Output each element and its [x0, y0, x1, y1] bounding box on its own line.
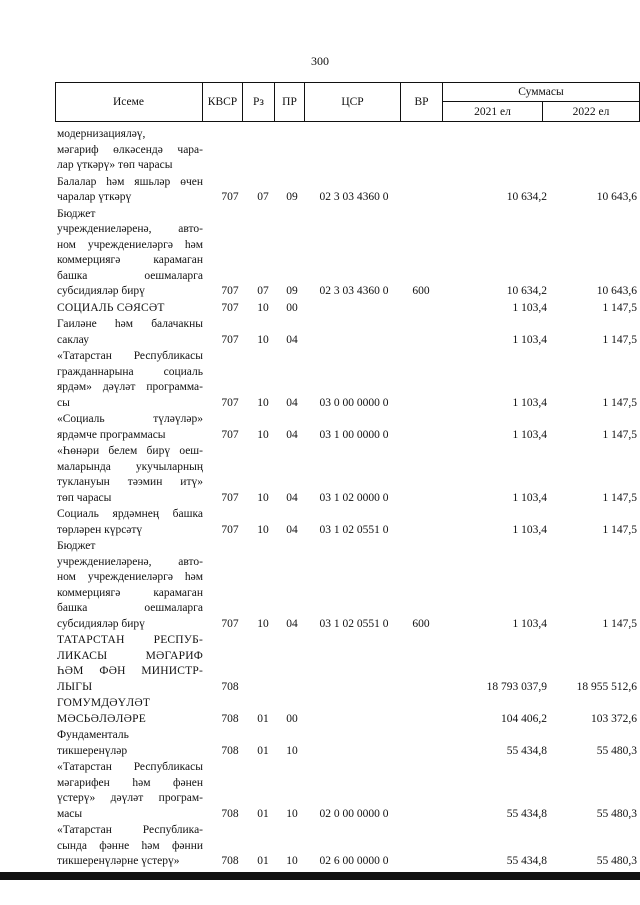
- pr-cell: 09: [286, 191, 298, 203]
- row-name-line: мәгариф өлкәсендә чара-: [57, 143, 203, 156]
- pr-cell: 04: [286, 333, 298, 346]
- row-name: [57, 207, 203, 300]
- kvsr-cell: 707: [221, 617, 239, 630]
- rz-cell: 10: [257, 617, 269, 630]
- rz-cell: 10: [257, 428, 269, 441]
- row-name-line: төп чарасы: [57, 491, 112, 504]
- csr-cell: 03 1 02 0000 0: [319, 491, 389, 504]
- row-name-line: «Татарстан Республикасы: [57, 350, 203, 362]
- pr-cell: 09: [286, 285, 298, 297]
- header-vr: ВР: [401, 82, 443, 122]
- sum-2022-cell: 55 480,3: [596, 744, 637, 757]
- row-name-line: ном учреждениеләргә һәм: [57, 238, 203, 251]
- row-name-line: мәгарифен һәм фәнен: [57, 776, 203, 789]
- row-name-line: ном учреждениеләргә һәм: [57, 571, 203, 583]
- sum-2021-cell: 18 793 037,9: [486, 680, 547, 693]
- header-year-2021: 2021 ел: [443, 102, 543, 122]
- row-name-line: Фундаменталь: [57, 729, 129, 741]
- row-name-line: субсидияләр бирү: [57, 285, 145, 297]
- pr-cell: 04: [286, 428, 298, 441]
- table-header: [55, 82, 640, 122]
- row-name-line: ярдәмче программасы: [57, 428, 166, 441]
- sum-2021-cell: 1 103,4: [512, 523, 547, 536]
- pr-cell: 10: [286, 807, 298, 820]
- table-row: [55, 728, 640, 759]
- row-name: [57, 444, 203, 506]
- row-name-line: масы: [57, 807, 83, 820]
- table-row: [55, 207, 640, 300]
- kvsr-cell: 707: [221, 428, 239, 441]
- table-row: [55, 444, 640, 506]
- pr-cell: 00: [286, 712, 298, 725]
- row-name-line: сы: [57, 396, 70, 409]
- row-name-line: коммерциягә карамаган: [57, 254, 203, 266]
- table-row: [55, 301, 640, 317]
- table-row: [55, 823, 640, 870]
- rz-cell: 01: [257, 712, 269, 725]
- rz-cell: 01: [257, 807, 269, 820]
- row-name: [57, 539, 203, 632]
- sum-2022-cell: 55 480,3: [596, 807, 637, 820]
- table-row: [55, 507, 640, 538]
- csr-cell: 02 3 03 4360 0: [319, 191, 389, 203]
- csr-cell: 03 1 00 0000 0: [319, 428, 389, 441]
- sum-2022-cell: 1 147,5: [602, 491, 637, 504]
- row-name: [57, 412, 203, 443]
- row-name-line: учреждениеләренә, авто-: [57, 223, 203, 235]
- sum-2022-cell: 1 147,5: [602, 396, 637, 409]
- row-name-line: ярдәм» дәүләт программа-: [57, 381, 203, 393]
- sum-2021-cell: 55 434,8: [506, 744, 547, 757]
- row-name-line: «Һөнәри белем бирү оеш-: [57, 445, 203, 457]
- pr-cell: 10: [286, 744, 298, 757]
- csr-cell: 03 1 02 0551 0: [319, 523, 389, 536]
- row-name-line: Социаль ярдәмнең башка: [57, 508, 203, 520]
- kvsr-cell: 708: [221, 807, 239, 820]
- sum-2022-cell: 10 643,6: [596, 191, 637, 203]
- vr-cell: 600: [412, 285, 430, 297]
- sum-2022-cell: 1 147,5: [602, 301, 637, 314]
- rz-cell: 10: [257, 396, 269, 409]
- row-name-line: «Татарстан Республикасы: [57, 761, 203, 773]
- row-name-line: башка оешмаларга: [57, 269, 203, 282]
- row-name-line: ЛИКАСЫ МӘГАРИФ: [57, 649, 203, 662]
- header-kvsr: КВСР: [203, 82, 243, 122]
- table-row: [55, 349, 640, 411]
- pr-cell: 04: [286, 617, 298, 630]
- vr-cell: 600: [412, 617, 430, 630]
- rz-cell: 01: [257, 744, 269, 757]
- sum-2022-cell: 10 643,6: [596, 285, 637, 297]
- rz-cell: 10: [257, 333, 269, 346]
- sum-2022-cell: 1 147,5: [602, 523, 637, 536]
- rz-cell: 10: [257, 491, 269, 504]
- table-row: [55, 412, 640, 443]
- sum-2022-cell: 1 147,5: [602, 617, 637, 630]
- row-name-line: ГОМУМДӘҮЛӘТ: [57, 697, 151, 709]
- row-name-line: модернизацияләү,: [57, 128, 146, 140]
- row-name-line: «Социаль түләүләр»: [57, 413, 203, 425]
- row-name-line: Бюджет: [57, 540, 96, 552]
- row-name: [57, 301, 203, 317]
- row-name-line: СОЦИАЛЬ СӘЯСӘТ: [57, 301, 165, 314]
- kvsr-cell: 707: [221, 285, 239, 297]
- row-name-line: Бюджет: [57, 207, 96, 220]
- kvsr-cell: 707: [221, 191, 239, 203]
- row-name: [57, 728, 203, 759]
- row-name-line: маларында укучыларның: [57, 460, 203, 473]
- row-name-line: төрләрен күрсәтү: [57, 523, 143, 536]
- row-name-line: саклау: [57, 333, 89, 346]
- row-name-line: «Татарстан Республика-: [57, 824, 203, 836]
- sum-2021-cell: 55 434,8: [506, 855, 547, 867]
- row-name-line: МӘСЬӘЛӘЛӘРЕ: [57, 712, 146, 725]
- rz-cell: 07: [257, 285, 269, 297]
- kvsr-cell: 707: [221, 396, 239, 409]
- pr-cell: 04: [286, 523, 298, 536]
- row-name-line: туклануын тәэмин итү»: [57, 476, 203, 488]
- scan-edge: [0, 872, 640, 880]
- row-name: [57, 317, 203, 348]
- table-row: [55, 127, 640, 174]
- table-row: [55, 696, 640, 727]
- row-name-line: ҺӘМ ФӘН МИНИСТР-: [57, 665, 203, 677]
- kvsr-cell: 707: [221, 523, 239, 536]
- sum-2021-cell: 1 103,4: [512, 617, 547, 630]
- row-name-line: ТАТАРСТАН РЕСПУБ-: [57, 634, 203, 646]
- table-row: [55, 175, 640, 206]
- row-name-line: Гаиләне һәм балачакны: [57, 318, 203, 330]
- row-name: [57, 823, 203, 870]
- table-row: [55, 760, 640, 822]
- row-name: [57, 127, 203, 174]
- sum-2022-cell: 1 147,5: [602, 333, 637, 346]
- sum-2021-cell: 1 103,4: [512, 396, 547, 409]
- sum-2021-cell: 1 103,4: [512, 491, 547, 504]
- sum-2021-cell: 1 103,4: [512, 301, 547, 314]
- csr-cell: 03 1 02 0551 0: [319, 617, 389, 630]
- pr-cell: 00: [286, 301, 298, 314]
- row-name-line: башка оешмаларга: [57, 602, 203, 614]
- row-name: [57, 633, 203, 695]
- rz-cell: 07: [257, 191, 269, 203]
- row-name: [57, 349, 203, 411]
- sum-2022-cell: 103 372,6: [591, 712, 637, 725]
- row-name: [57, 696, 203, 727]
- row-name: [57, 760, 203, 822]
- header-name: Исеме: [55, 82, 203, 122]
- sum-2021-cell: 10 634,2: [506, 285, 547, 297]
- kvsr-cell: 708: [221, 680, 239, 693]
- header-year-2022: 2022 ел: [543, 102, 640, 122]
- rz-cell: 01: [257, 855, 269, 867]
- kvsr-cell: 707: [221, 301, 239, 314]
- row-name: [57, 175, 203, 206]
- sum-2022-cell: 1 147,5: [602, 428, 637, 441]
- row-name: [57, 507, 203, 538]
- row-name-line: сында фәнне һәм фәнни: [57, 839, 203, 852]
- sum-2021-cell: 10 634,2: [506, 191, 547, 203]
- row-name-line: тикшеренүләрне үстерү»: [57, 855, 180, 867]
- kvsr-cell: 707: [221, 333, 239, 346]
- table-row: [55, 317, 640, 348]
- table-row: [55, 633, 640, 695]
- row-name-line: ЛЫГЫ: [57, 680, 93, 693]
- sum-2021-cell: 1 103,4: [512, 333, 547, 346]
- header-rz: Рз: [243, 82, 275, 122]
- pr-cell: 04: [286, 491, 298, 504]
- header-pr: ПР: [275, 82, 305, 122]
- csr-cell: 03 0 00 0000 0: [319, 396, 389, 409]
- kvsr-cell: 708: [221, 744, 239, 757]
- row-name-line: чаралар үткәрү: [57, 191, 132, 203]
- pr-cell: 10: [286, 855, 298, 867]
- sum-2021-cell: 1 103,4: [512, 428, 547, 441]
- row-name-line: Балалар һәм яшьләр өчен: [57, 175, 203, 188]
- rz-cell: 10: [257, 301, 269, 314]
- row-name-line: субсидияләр бирү: [57, 617, 145, 630]
- table-row: [55, 539, 640, 632]
- row-name-line: тикшеренүләр: [57, 744, 128, 757]
- sum-2022-cell: 18 955 512,6: [576, 680, 637, 693]
- kvsr-cell: 708: [221, 712, 239, 725]
- sum-2022-cell: 55 480,3: [596, 855, 637, 867]
- row-name-line: лар үткәрү» төп чарасы: [57, 159, 173, 171]
- kvsr-cell: 708: [221, 855, 239, 867]
- sum-2021-cell: 104 406,2: [501, 712, 547, 725]
- row-name-line: гражданнарына социаль: [57, 365, 203, 378]
- row-name-line: учреждениеләренә, авто-: [57, 555, 203, 568]
- csr-cell: 02 6 00 0000 0: [319, 855, 389, 867]
- row-name-line: үстерү» дәүләт програм-: [57, 792, 203, 804]
- rz-cell: 10: [257, 523, 269, 536]
- sum-2021-cell: 55 434,8: [506, 807, 547, 820]
- kvsr-cell: 707: [221, 491, 239, 504]
- csr-cell: 02 0 00 0000 0: [319, 807, 389, 820]
- pr-cell: 04: [286, 396, 298, 409]
- csr-cell: 02 3 03 4360 0: [319, 285, 389, 297]
- header-sums: Суммасы: [443, 82, 640, 102]
- header-csr: ЦСР: [305, 82, 401, 122]
- page-number: 300: [311, 54, 329, 68]
- row-name-line: коммерциягә карамаган: [57, 586, 203, 599]
